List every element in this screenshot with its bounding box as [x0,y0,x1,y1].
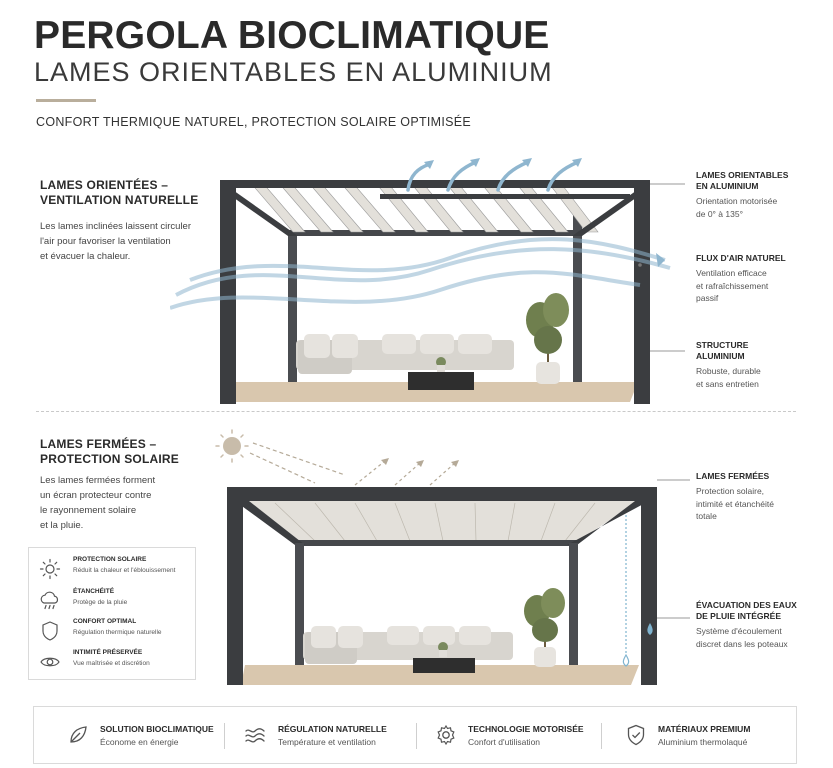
callout-closed-slats [696,471,826,523]
title-accent-rule [36,99,96,102]
feature-waterproof [39,588,194,618]
potted-olive-tree [526,293,569,384]
callout-title: LAMES FERMÉES [696,471,770,481]
closed-pergola-illustration [205,425,690,690]
callout-orientable-slats [696,170,826,220]
section-closed-text-line1: Les lames fermées forment [40,475,156,486]
mid-beam [380,194,630,199]
airflow-waves [170,239,670,308]
callout-title: STRUCTURE [696,340,749,350]
front-right-post [641,487,657,685]
callout-text: Orientation motorisée [696,196,778,206]
section-closed-text-line2: un écran protecteur contre [40,490,152,501]
callout-title: FLUX D'AIR NATUREL [696,253,786,263]
callout-title: ÉVACUATION DES EAUX [696,600,797,610]
section-closed-title-line2: PROTECTION SOLAIRE [40,452,179,466]
reflected-ray-arrowheads [381,458,459,467]
section-open-text [40,219,191,264]
callout-lines [657,480,690,618]
callout-text: de 0° à 135° [696,208,743,219]
callout-text: et sans entretien [696,378,759,389]
back-right-post [573,212,582,382]
callout-airflow [696,253,826,305]
benefit-desc: Aluminium thermolaqué [658,737,748,747]
callout-text: Protection solaire, [696,486,765,496]
benefit-desc: Économe en énergie [100,737,179,747]
feature-title: CONFORT OPTIMAL [73,618,137,625]
eye-icon [39,651,61,673]
benefit-desc: Confort d'utilisation [468,737,541,747]
callout-text: Système d'écoulement [696,626,782,636]
features-box [28,547,196,680]
benefit-title: SOLUTION BIOCLIMATIQUE [100,724,214,734]
page-subtitle: LAMES ORIENTABLES EN ALUMINIUM [34,57,553,87]
back-right-post [569,543,578,665]
feature-privacy [39,649,194,679]
front-left-post [227,487,243,685]
benefit-separator [416,723,417,749]
benefit-desc: Température et ventilation [278,737,376,747]
section-closed-title [40,437,179,467]
section-open-text-line3: et évacuer la chaleur. [40,251,131,262]
rising-air-arrowheads [424,158,582,169]
section-closed-text [40,473,155,533]
benefits-bar [33,706,797,764]
callout-text: totale [696,511,717,521]
outdoor-sofa [296,334,514,390]
front-left-post [220,180,236,404]
callout-text: intimité et étanchéité [696,498,774,509]
gear-icon [434,723,458,747]
benefit-title: RÉGULATION NATURELLE [278,724,387,734]
callout-text: discret dans les poteaux [696,638,788,649]
page-title: PERGOLA BIOCLIMATIQUE [34,14,550,57]
front-beam [220,180,650,188]
front-right-post [634,180,650,404]
open-pergola-illustration [170,150,690,408]
feature-title: ÉTANCHÉITÉ [73,588,115,595]
water-drop-icon [623,655,628,666]
reflected-rays [355,461,455,485]
waves-icon [244,723,268,747]
callout-text: Ventilation efficace [696,268,767,278]
benefit-separator [601,723,602,749]
callout-title: LAMES ORIENTABLES [696,170,789,180]
back-left-post [288,232,297,382]
sun-illustration [216,430,248,462]
callout-text: Robuste, durable [696,366,761,376]
feature-desc: Protège de la pluie [73,599,128,606]
sun-rays [250,443,345,483]
callout-structure [696,340,826,390]
section-open-title-line1: LAMES ORIENTÉES – [40,178,169,192]
callout-text: passif [696,293,719,303]
section-closed-text-line3: le rayonnement solaire [40,505,137,516]
shield-icon [39,620,61,642]
feature-desc: Réduit la chaleur et l'éblouissement [73,567,176,574]
callout-title: DE PLUIE INTÉGRÉE [696,611,782,621]
orientable-slats [250,182,598,232]
callout-rain-drain [696,600,826,650]
feature-title: INTIMITÉ PRÉSERVÉE [73,649,143,656]
section-closed-text-line4: et la pluie. [40,520,84,531]
back-left-post [295,543,304,665]
benefit-separator [224,723,225,749]
tagline: CONFORT THERMIQUE NATUREL, PROTECTION SOLAIRE OPTIMISÉE [36,115,472,129]
section-open-text-line1: Les lames inclinées laissent circuler [40,221,192,232]
benefit-title: TECHNOLOGIE MOTORISÉE [468,724,584,734]
section-open-title-line2: VENTILATION NATURELLE [40,193,199,207]
section-divider [36,411,796,412]
feature-desc: Régulation thermique naturelle [73,629,162,636]
feature-comfort [39,618,194,648]
leaf-icon [66,723,90,747]
callout-title: ALUMINIUM [696,351,745,361]
shield-check-icon [624,723,648,747]
section-open-text-line2: l'air pour favoriser la ventilation [40,236,171,247]
benefit-title: MATÉRIAUX PREMIUM [658,724,751,734]
front-beam [227,487,657,501]
potted-olive-tree [524,588,565,667]
feature-sun-protection [39,556,194,586]
section-closed-title-line1: LAMES FERMÉES – [40,437,157,451]
rain-cloud-icon [39,590,61,612]
feature-title: PROTECTION SOLAIRE [73,556,147,563]
callout-text: et rafraîchissement [696,280,769,291]
feature-desc: Vue maîtrisée et discrétion [73,660,150,667]
back-beam [295,540,577,546]
callout-title: EN ALUMINIUM [696,181,759,191]
sun-icon [39,558,61,580]
